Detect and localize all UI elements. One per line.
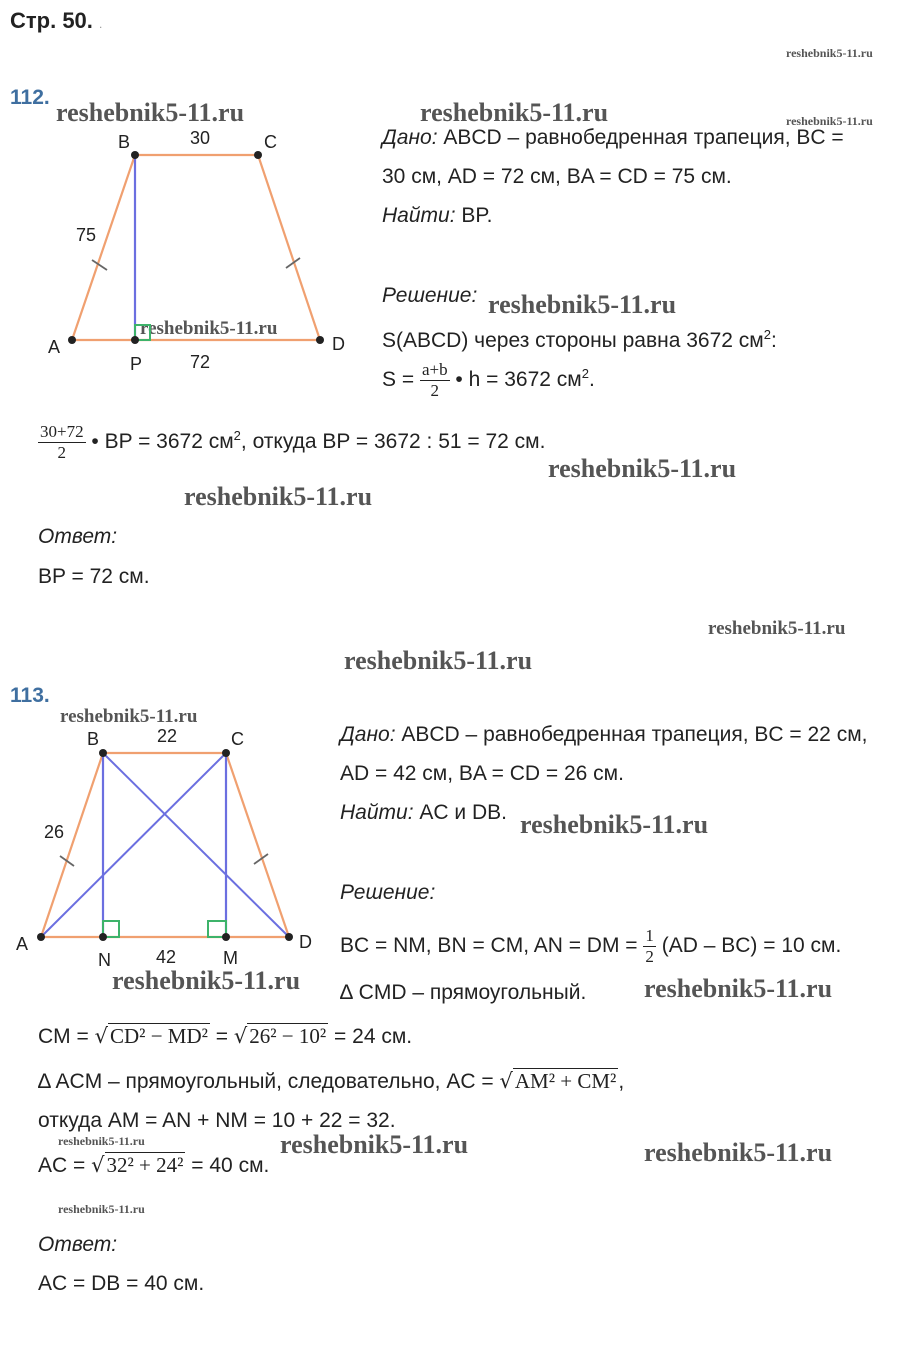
label-bc-length: 30 (190, 128, 211, 148)
point-n (99, 933, 107, 941)
given-line1: ABCD – равнобедренная трапеция, BC = 22 см, (395, 723, 868, 746)
watermark: reshebnik5-11.ru (548, 454, 737, 483)
fraction-numerator: 30+72 (40, 422, 84, 441)
watermark: reshebnik5-11.ru (708, 618, 846, 639)
given-112 (382, 124, 844, 152)
s-sup: 2 (581, 366, 589, 382)
watermark: reshebnik5-11.ru (644, 1138, 833, 1167)
point-m (222, 933, 230, 941)
calc-end: , откуда BP = 3672 : 51 = 72 см. (240, 430, 546, 454)
s-suffix: • h = 3672 см (449, 368, 582, 392)
solution-113-line1 (340, 926, 841, 967)
sqrt: √32² + 24² (91, 1153, 184, 1177)
point-d (316, 336, 324, 344)
find-text: BP. (455, 204, 493, 227)
cm-mid: = (209, 1025, 234, 1048)
point-c (222, 749, 230, 757)
sqrt-radicand: 32² + 24² (106, 1153, 184, 1177)
ac-pre: AC = (38, 1154, 92, 1177)
solution-112-line1 (382, 321, 777, 355)
sqrt-radicand: 26² − 10² (249, 1024, 327, 1048)
find-113 (340, 799, 507, 827)
watermark: reshebnik5-11.ru (56, 98, 245, 127)
sqrt-radicand: CD² − MD² (109, 1024, 208, 1048)
problem-112-number: 112. (10, 86, 50, 109)
label-d: D (299, 932, 312, 952)
label-c: C (231, 729, 244, 749)
watermark: reshebnik5-11.ru (58, 1202, 145, 1216)
find-label: Найти: (382, 204, 456, 227)
point-b (99, 749, 107, 757)
ac-formula (38, 1151, 269, 1180)
label-a: A (16, 934, 29, 954)
sol-line1-post: (AD – BC) = 10 см. (655, 934, 842, 958)
watermark: reshebnik5-11.ru (520, 810, 709, 839)
sol-line1-end: : (770, 329, 777, 352)
acm-post: , (618, 1070, 625, 1093)
cm-pre: CM = (38, 1025, 95, 1048)
sol-line1-sup: 2 (763, 327, 771, 342)
fraction-numerator: a+b (421, 360, 448, 379)
point-b (131, 151, 139, 159)
label-d: D (332, 334, 345, 354)
fraction-denominator: 2 (57, 443, 67, 462)
find-text: AC и DB. (413, 801, 507, 824)
side-cd (226, 753, 289, 937)
acm-line (38, 1067, 624, 1096)
sol-line1-pre: BC = NM, BN = CM, AN = DM = (340, 934, 644, 958)
fraction-numerator: 1 (645, 926, 654, 945)
watermark: reshebnik5-11.ru (184, 482, 373, 511)
acm-pre: ∆ ACM – прямоугольный, следовательно, AC = (38, 1070, 500, 1093)
side-cd (258, 155, 320, 340)
s-end: . (588, 368, 595, 392)
label-m: M (223, 948, 238, 968)
fraction (643, 926, 656, 967)
label-c: C (264, 132, 277, 152)
page-header (10, 8, 102, 34)
watermark: reshebnik5-11.ru (140, 318, 278, 339)
calc-text: • BP = 3672 см (85, 430, 234, 454)
cm-formula (38, 1022, 412, 1051)
given-label: Дано: (340, 723, 396, 746)
watermark: reshebnik5-11.ru (112, 966, 301, 995)
ac-post: = 40 см. (185, 1154, 270, 1177)
watermark: reshebnik5-11.ru (58, 1134, 145, 1148)
side-ab (72, 155, 135, 340)
sqrt: √AM² + CM² (499, 1069, 617, 1093)
trapezoid-112-figure (0, 120, 370, 380)
label-a: A (48, 337, 61, 357)
label-nm-length: 42 (156, 947, 177, 967)
problem-113-number: 113. (10, 684, 50, 707)
sol-line1-text: S(ABCD) через стороны равна 3672 см (382, 329, 764, 352)
area-formula-112 (382, 360, 595, 401)
label-pd-length: 72 (190, 352, 211, 372)
label-b: B (87, 729, 100, 749)
answer-text-112: BP = 72 см. (38, 565, 150, 588)
point-d (285, 933, 293, 941)
find-112 (382, 202, 493, 230)
label-p: P (130, 354, 143, 374)
diagonal-ac (41, 753, 226, 937)
watermark: reshebnik5-11.ru (786, 46, 873, 60)
solution-label-112: Решение: (382, 284, 478, 307)
fraction (38, 422, 86, 463)
given-113-line2: AD = 42 см, BA = CD = 26 см. (340, 762, 624, 785)
watermark: reshebnik5-11.ru (344, 646, 533, 675)
s-prefix: S = (382, 368, 420, 392)
watermark: reshebnik5-11.ru (488, 290, 677, 319)
label-ab-length: 26 (44, 822, 65, 842)
watermark: reshebnik5-11.ru (644, 974, 833, 1003)
diagonal-bd (103, 753, 289, 937)
given-112-line2: 30 см, AD = 72 см, BA = CD = 75 см. (382, 165, 732, 188)
page-header-text: Стр. 50. (10, 8, 93, 33)
watermark: reshebnik5-11.ru (280, 1130, 469, 1159)
given-label: Дано: (382, 126, 438, 149)
calc-sup: 2 (233, 428, 241, 444)
answer-label-113: Ответ: (38, 1233, 118, 1256)
sqrt-radicand: AM² + CM² (514, 1069, 617, 1093)
given-113 (340, 721, 867, 749)
fraction (420, 360, 450, 401)
label-ab-length: 75 (76, 225, 97, 245)
fraction-denominator: 2 (645, 947, 654, 966)
sqrt: √26² − 10² (233, 1024, 327, 1048)
side-ab (41, 753, 103, 937)
point-a (68, 336, 76, 344)
page-header-dot: . (99, 17, 103, 31)
point-a (37, 933, 45, 941)
sqrt: √CD² − MD² (94, 1024, 208, 1048)
given-line1: ABCD – равнобедренная трапеция, BC = (437, 126, 844, 149)
calc-112 (38, 422, 545, 463)
solution-label-113: Решение: (340, 881, 436, 904)
answer-text-113: AC = DB = 40 см. (38, 1272, 205, 1295)
find-label: Найти: (340, 801, 414, 824)
point-p (131, 336, 139, 344)
watermark: reshebnik5-11.ru (786, 114, 873, 128)
solution-113-line2: ∆ CMD – прямоугольный. (340, 981, 587, 1004)
watermark: reshebnik5-11.ru (420, 98, 609, 127)
fraction-denominator: 2 (430, 381, 440, 400)
trapezoid-113-figure (0, 720, 330, 975)
watermark: reshebnik5-11.ru (60, 706, 198, 727)
label-n: N (98, 950, 111, 970)
am-line: откуда AM = AN + NM = 10 + 22 = 32. (38, 1109, 396, 1132)
answer-label-112: Ответ: (38, 525, 118, 548)
label-b: B (118, 132, 131, 152)
label-bc-length: 22 (157, 726, 178, 746)
cm-post: = 24 см. (328, 1025, 413, 1048)
point-c (254, 151, 262, 159)
